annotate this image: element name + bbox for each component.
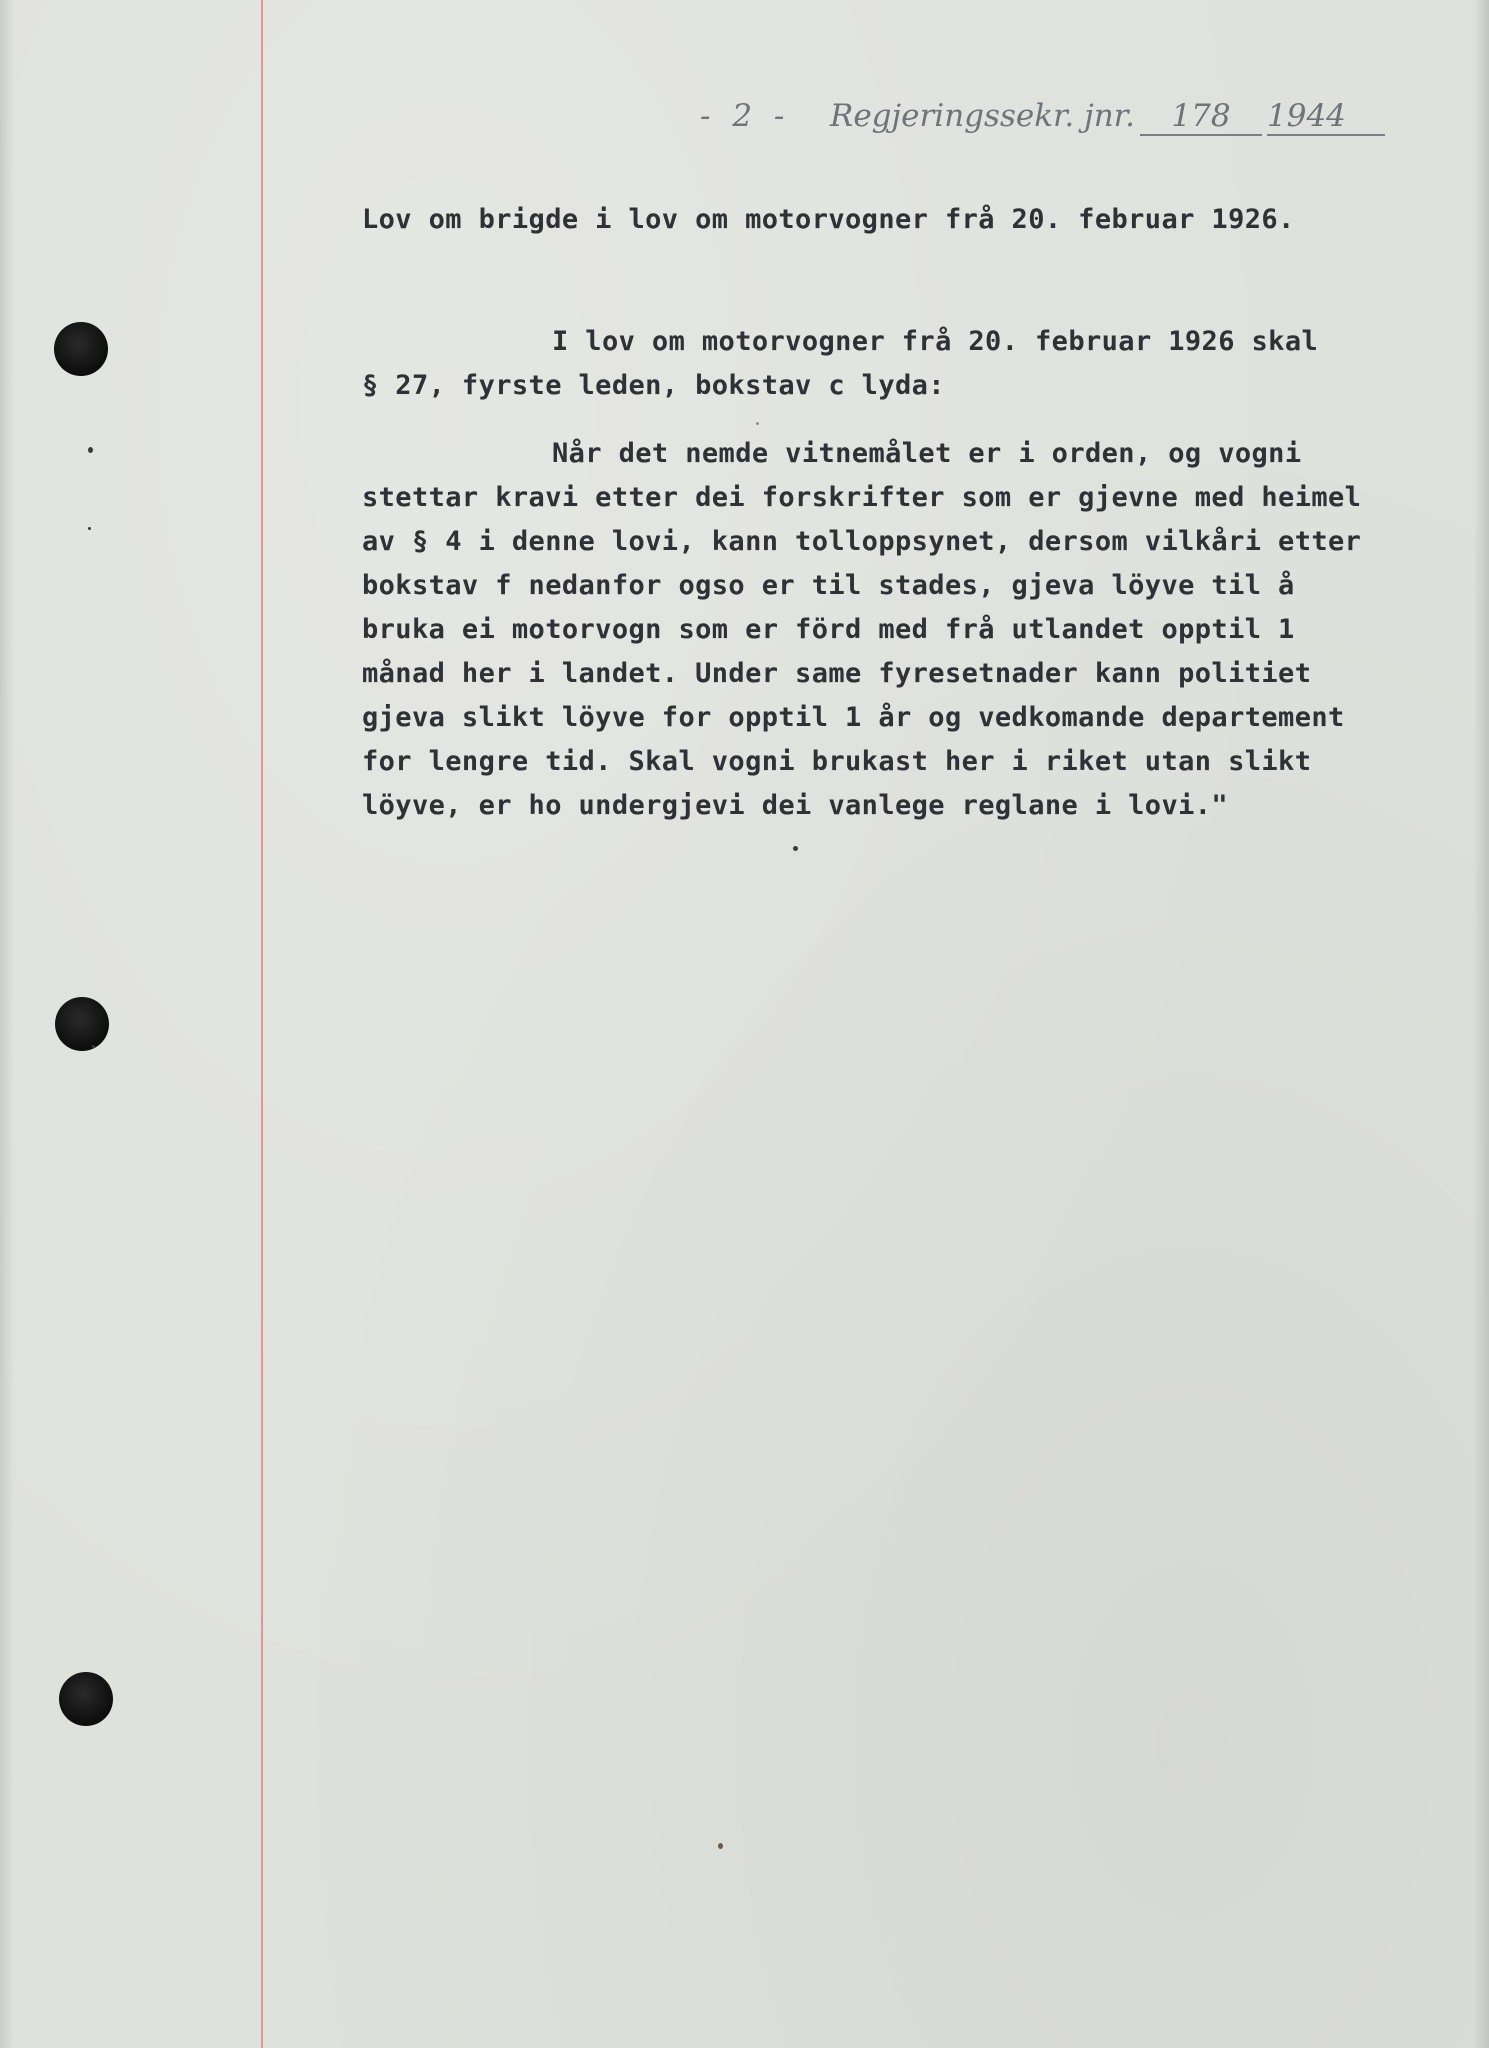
body-line: av § 4 i denne lovi, kann tolloppsynet, dersom vilkåri etter xyxy=(362,526,1362,557)
body-line: månad her i landet. Under same fyresetnader kann politiet xyxy=(362,658,1312,689)
paper-speck xyxy=(88,447,93,453)
body-line: gjeva slikt löyve for opptil 1 år og vedkomande departement xyxy=(362,702,1345,733)
red-margin-line xyxy=(261,0,263,2048)
page-edge-shadow-right xyxy=(1473,0,1489,2048)
page-number-mark: - 2 - xyxy=(700,98,791,134)
body-line: for lengre tid. Skal vogni brukast her i riket utan slikt xyxy=(362,746,1312,777)
journal-year: 1944 xyxy=(1267,98,1385,136)
punch-hole xyxy=(54,322,108,376)
page-edge-shadow-left xyxy=(0,0,14,2048)
body-line: bruka ei motorvogn som er förd med frå utlandet opptil 1 xyxy=(362,614,1295,645)
journal-header xyxy=(700,98,1400,158)
quoted-paragraph xyxy=(362,432,1412,828)
punch-hole xyxy=(59,1672,113,1726)
intro-line: § 27, fyrste leden, bokstav c lyda: xyxy=(362,370,945,401)
body-line: Når det nemde vitnemålet er i orden, og vogni xyxy=(552,438,1302,469)
intro-line: I lov om motorvogner frå 20. februar 1926 skal xyxy=(552,326,1319,357)
journal-label: Regjeringssekr. jnr. xyxy=(830,98,1135,134)
paper-speck xyxy=(793,846,798,851)
paper-speck xyxy=(92,1045,95,1048)
journal-number: 178 xyxy=(1140,98,1262,136)
paper-speck xyxy=(756,422,759,425)
body-line: löyve, er ho undergjevi dei vanlege reglane i lovi." xyxy=(362,790,1229,821)
punch-hole xyxy=(55,997,109,1051)
paper-speck xyxy=(718,1843,723,1849)
intro-paragraph xyxy=(362,320,1372,408)
body-line: stettar kravi etter dei forskrifter som er gjevne med heimel xyxy=(362,482,1362,513)
paper-speck xyxy=(88,527,91,530)
body-line: bokstav f nedanfor ogso er til stades, gjeva löyve til å xyxy=(362,570,1295,601)
document-title: Lov om brigde i lov om motorvogner frå 20. februar 1926. xyxy=(362,204,1295,235)
